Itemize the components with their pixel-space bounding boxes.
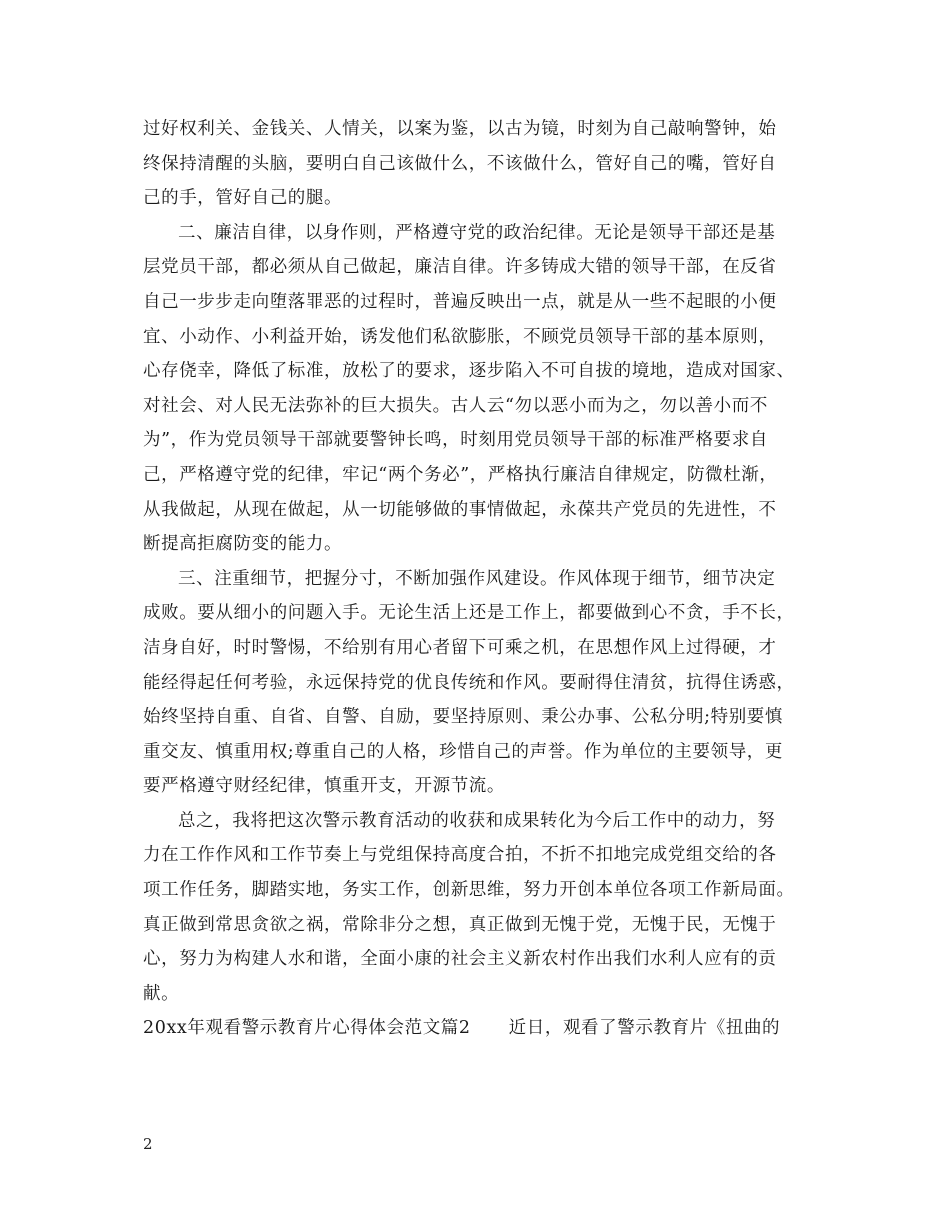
text-line: 二、廉洁自律，以身作则，严格遵守党的政治纪律。无论是领导干部还是基 [178,222,776,243]
text-line: 项工作任务，脚踏实地，务实工作，创新思维，努力开创本单位各项工作新局面。 [143,880,795,901]
text-line: 宜、小动作、小利益开始，诱发他们私欲膨胀，不顾党员领导干部的基本原则， [143,326,777,347]
text-line: 成败。要从细小的问题入手。无论生活上还是工作上，都要做到心不贪，手不长， [143,603,795,624]
section-heading: 20xx年观看警示教育片心得体会范文篇2 [143,1018,471,1039]
text-line: 献。 [143,983,180,1004]
text-line: 总之，我将把这次警示教育活动的收获和成果转化为今后工作中的动力，努 [178,810,776,831]
page-number: 2 [143,1135,153,1153]
section-heading-line [143,1011,823,1046]
paragraph-3 [143,562,823,804]
text-line: 终保持清醒的头脑，要明白自己该做什么，不该做什么，管好自己的嘴，管好自 [143,153,777,174]
text-line: 洁身自好，时时警惕，不给别有用心者留下可乘之机，在思想作风上过得硬，才 [143,637,777,658]
text-line: 力在工作作风和工作节奏上与党组保持高度合拍，不折不扣地完成党组交给的各 [143,845,777,866]
text-line: 自己一步步走向堕落罪恶的过程时，普遍反映出一点，就是从一些不起眼的小便 [143,291,777,312]
text-line: 要严格遵守财经纪律，慎重开支，开源节流。 [143,776,505,797]
document-body [143,112,823,1046]
text-line: 心存侥幸，降低了标准，放松了的要求，逐步陷入不可自拔的境地，造成对国家、 [143,361,795,382]
paragraph-2 [143,216,823,562]
text-line: 己，严格遵守党的纪律，牢记“两个务必”，严格执行廉洁自律规定，防微杜渐， [143,464,778,485]
text-line: 始终坚持自重、自省、自警、自励，要坚持原则、秉公办事、公私分明;特别要慎 [143,707,783,728]
text-line: 重交友、慎重用权;尊重自己的人格，珍惜自己的声誉。作为单位的主要领导，更 [143,741,783,762]
text-line: 己的手，管好自己的腿。 [143,188,343,209]
text-line: 对社会、对人民无法弥补的巨大损失。古人云“勿以恶小而为之，勿以善小而不 [143,395,768,416]
text-line: 从我做起，从现在做起，从一切能够做的事情做起，永葆共产党员的先进性，不 [143,499,777,520]
text-line: 断提高拒腐防变的能力。 [143,534,343,555]
text-line: 真正做到常思贪欲之祸，常除非分之想，真正做到无愧于党，无愧于民，无愧于 [143,914,777,935]
text-line: 心，努力为构建人水和谐，全面小康的社会主义新农村作出我们水利人应有的贡 [143,949,777,970]
section-intro-text: 近日，观看了警示教育片《扭曲的 [508,1018,781,1039]
paragraph-1 [143,112,823,216]
text-line: 过好权利关、金钱关、人情关，以案为鉴，以古为镜，时刻为自己敲响警钟，始 [143,119,777,139]
paragraph-4 [143,804,823,1012]
text-line: 三、注重细节，把握分寸，不断加强作风建设。作风体现于细节，细节决定 [178,568,776,589]
text-line: 层党员干部，都必须从自己做起，廉洁自律。许多铸成大错的领导干部，在反省 [143,257,777,278]
text-line: 为”，作为党员领导干部就要警钟长鸣，时刻用党员领导干部的标准严格要求自 [143,430,768,451]
text-line: 能经得起任何考验，永远保持党的优良传统和作风。要耐得住清贫，抗得住诱惑， [143,672,795,693]
